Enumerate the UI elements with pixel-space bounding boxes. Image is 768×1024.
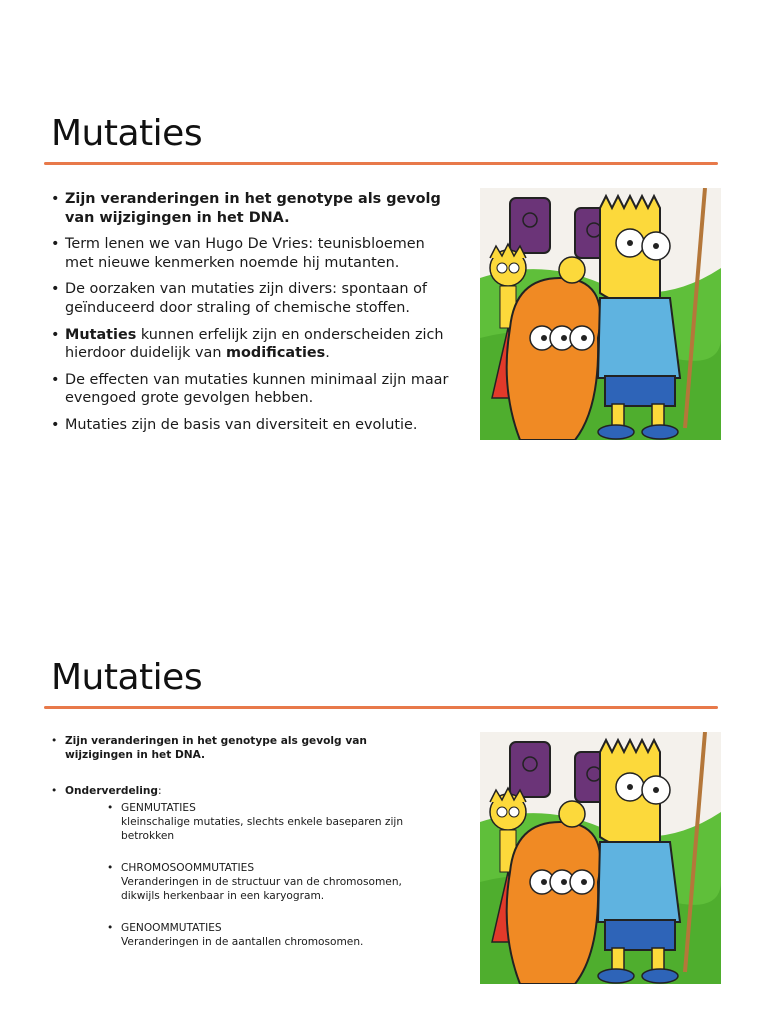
bullet-item: • De effecten van mutaties kunnen minimaal zijn maar evengoed grote gevolgen hebben. [51, 371, 451, 408]
bullet-item: • Mutaties zijn de basis van diversiteit en evolutie. [51, 416, 451, 435]
bullet-item: • Zijn veranderingen in het genotype als gevolg van wijzigingen in het DNA. [51, 734, 431, 762]
sub-bullet-item [107, 921, 431, 949]
cartoon-illustration [480, 188, 721, 440]
bullet-item: • De oorzaken van mutaties zijn divers: spontaan of geïnduceerd door straling of chemische stoffen. [51, 280, 451, 317]
sub-bullet-item [107, 801, 431, 843]
title-underline [44, 162, 718, 165]
sub-bullet-text: Veranderingen in de aantallen chromosomen. [121, 936, 364, 948]
bullet-item: • Zijn veranderingen in het genotype als gevolg van wijzigingen in het DNA. [51, 190, 451, 227]
sub-bullet-list [107, 801, 431, 949]
sub-bullet-heading: CHROMOSOOMMUTATIES [121, 862, 255, 874]
sub-bullet-item [107, 861, 431, 903]
sub-bullet-heading: GENMUTATIES [121, 802, 196, 814]
sub-bullet-text: kleinschalige mutaties, slechts enkele baseparen zijn betrokken [121, 816, 404, 842]
cartoon-illustration [480, 732, 721, 984]
slide-title: Mutaties [51, 657, 203, 698]
title-underline [44, 706, 718, 709]
bullet-list [51, 190, 451, 443]
sub-bullet-heading: GENOOMMUTATIES [121, 922, 222, 934]
slide-2 [0, 512, 768, 1024]
bullet-item: • Onderverdeling: • GENMUTATIES kleinschalige mutaties, slechts enkele baseparen zijn betrokken • CHROMOSOOMMUTATIES Veranderingen in de structuur van de chromosomen, dikwijls herkenbaar in een karyogram. • GENOOMMUTATIES Veranderingen in de aantallen chromosomen. [51, 784, 431, 949]
bullet-item: • Mutaties kunnen erfelijk zijn en onderscheiden zich hierdoor duidelijk van modificaties. [51, 326, 451, 363]
bullet-item: • Term lenen we van Hugo De Vries: teunisbloemen met nieuwe kenmerken noemde hij mutanten. [51, 235, 451, 272]
sub-bullet-text: Veranderingen in de structuur van de chromosomen, dikwijls herkenbaar in een karyogram. [121, 876, 402, 902]
slide-title: Mutaties [51, 113, 203, 154]
bullet-list [51, 734, 431, 971]
